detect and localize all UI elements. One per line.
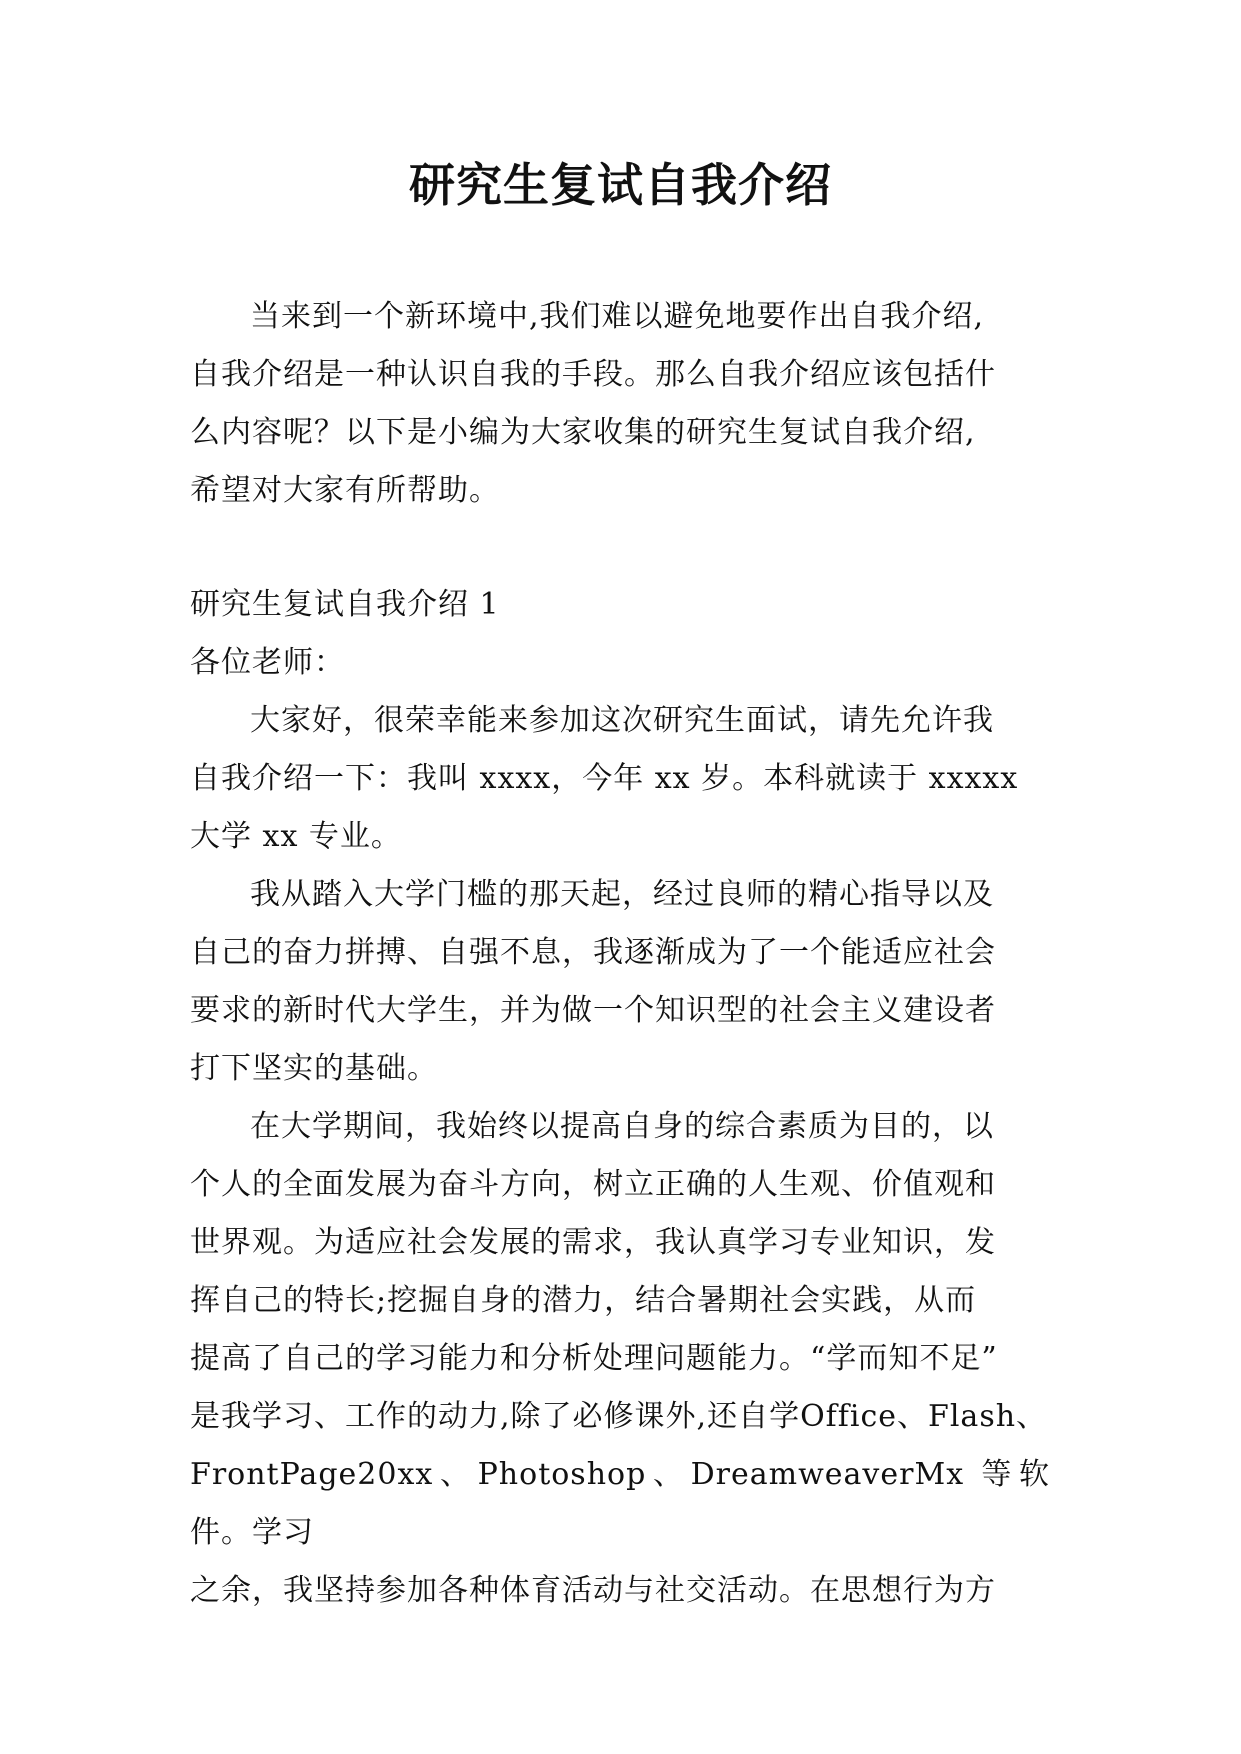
document-title: 研究生复试自我介绍 [409, 158, 832, 212]
section-block [190, 576, 1050, 1620]
intro-block [190, 288, 1050, 520]
salutation: 各位老师： [190, 645, 345, 680]
section-heading: 研究生复试自我介绍 1 [190, 587, 500, 622]
intro-paragraph: 当来到一个新环境中,我们难以避免地要作出自我介绍, 自我介绍是一种认识自我的手段。那么自我介绍应该包括什 么内容呢？以下是小编为大家收集的研究生复试自我介绍, 希望对大家有所帮助。 [190, 299, 996, 508]
body-paragraph-2: 我从踏入大学门槛的那天起，经过良师的精心指导以及 自己的奋力拼搏、自强不息，我逐渐成为了一个能适应社会 要求的新时代大学生，并为做一个知识型的社会主义建设者 打下坚实的基础。 [190, 877, 996, 1086]
body-paragraph-1: 大家好，很荣幸能来参加这次研究生面试，请先允许我 自我介绍一下：我叫 xxxx，今年 xx 岁。本科就读于 xxxxx 大学 xx 专业。 [190, 703, 1019, 854]
body-paragraph-3: 在大学期间，我始终以提高自身的综合素质为目的，以 个人的全面发展为奋斗方向，树立正确的人生观、价值观和 世界观。为适应社会发展的需求，我认真学习专业知识，发 挥自己的特长;挖掘自身的潜力，结合暑期社会实践，从而 提高了自己的学习能力和分析处理问题能力。“学而知不足” 是我学习、工作的动力,除了必修课外,还自学Office、Flash、 FrontPage20xx、Photoshop、DreamweaverMx 等软件。学习 之余，我坚持参加各种体育活动与社交活动。在思想行为方 [190, 1109, 1050, 1608]
